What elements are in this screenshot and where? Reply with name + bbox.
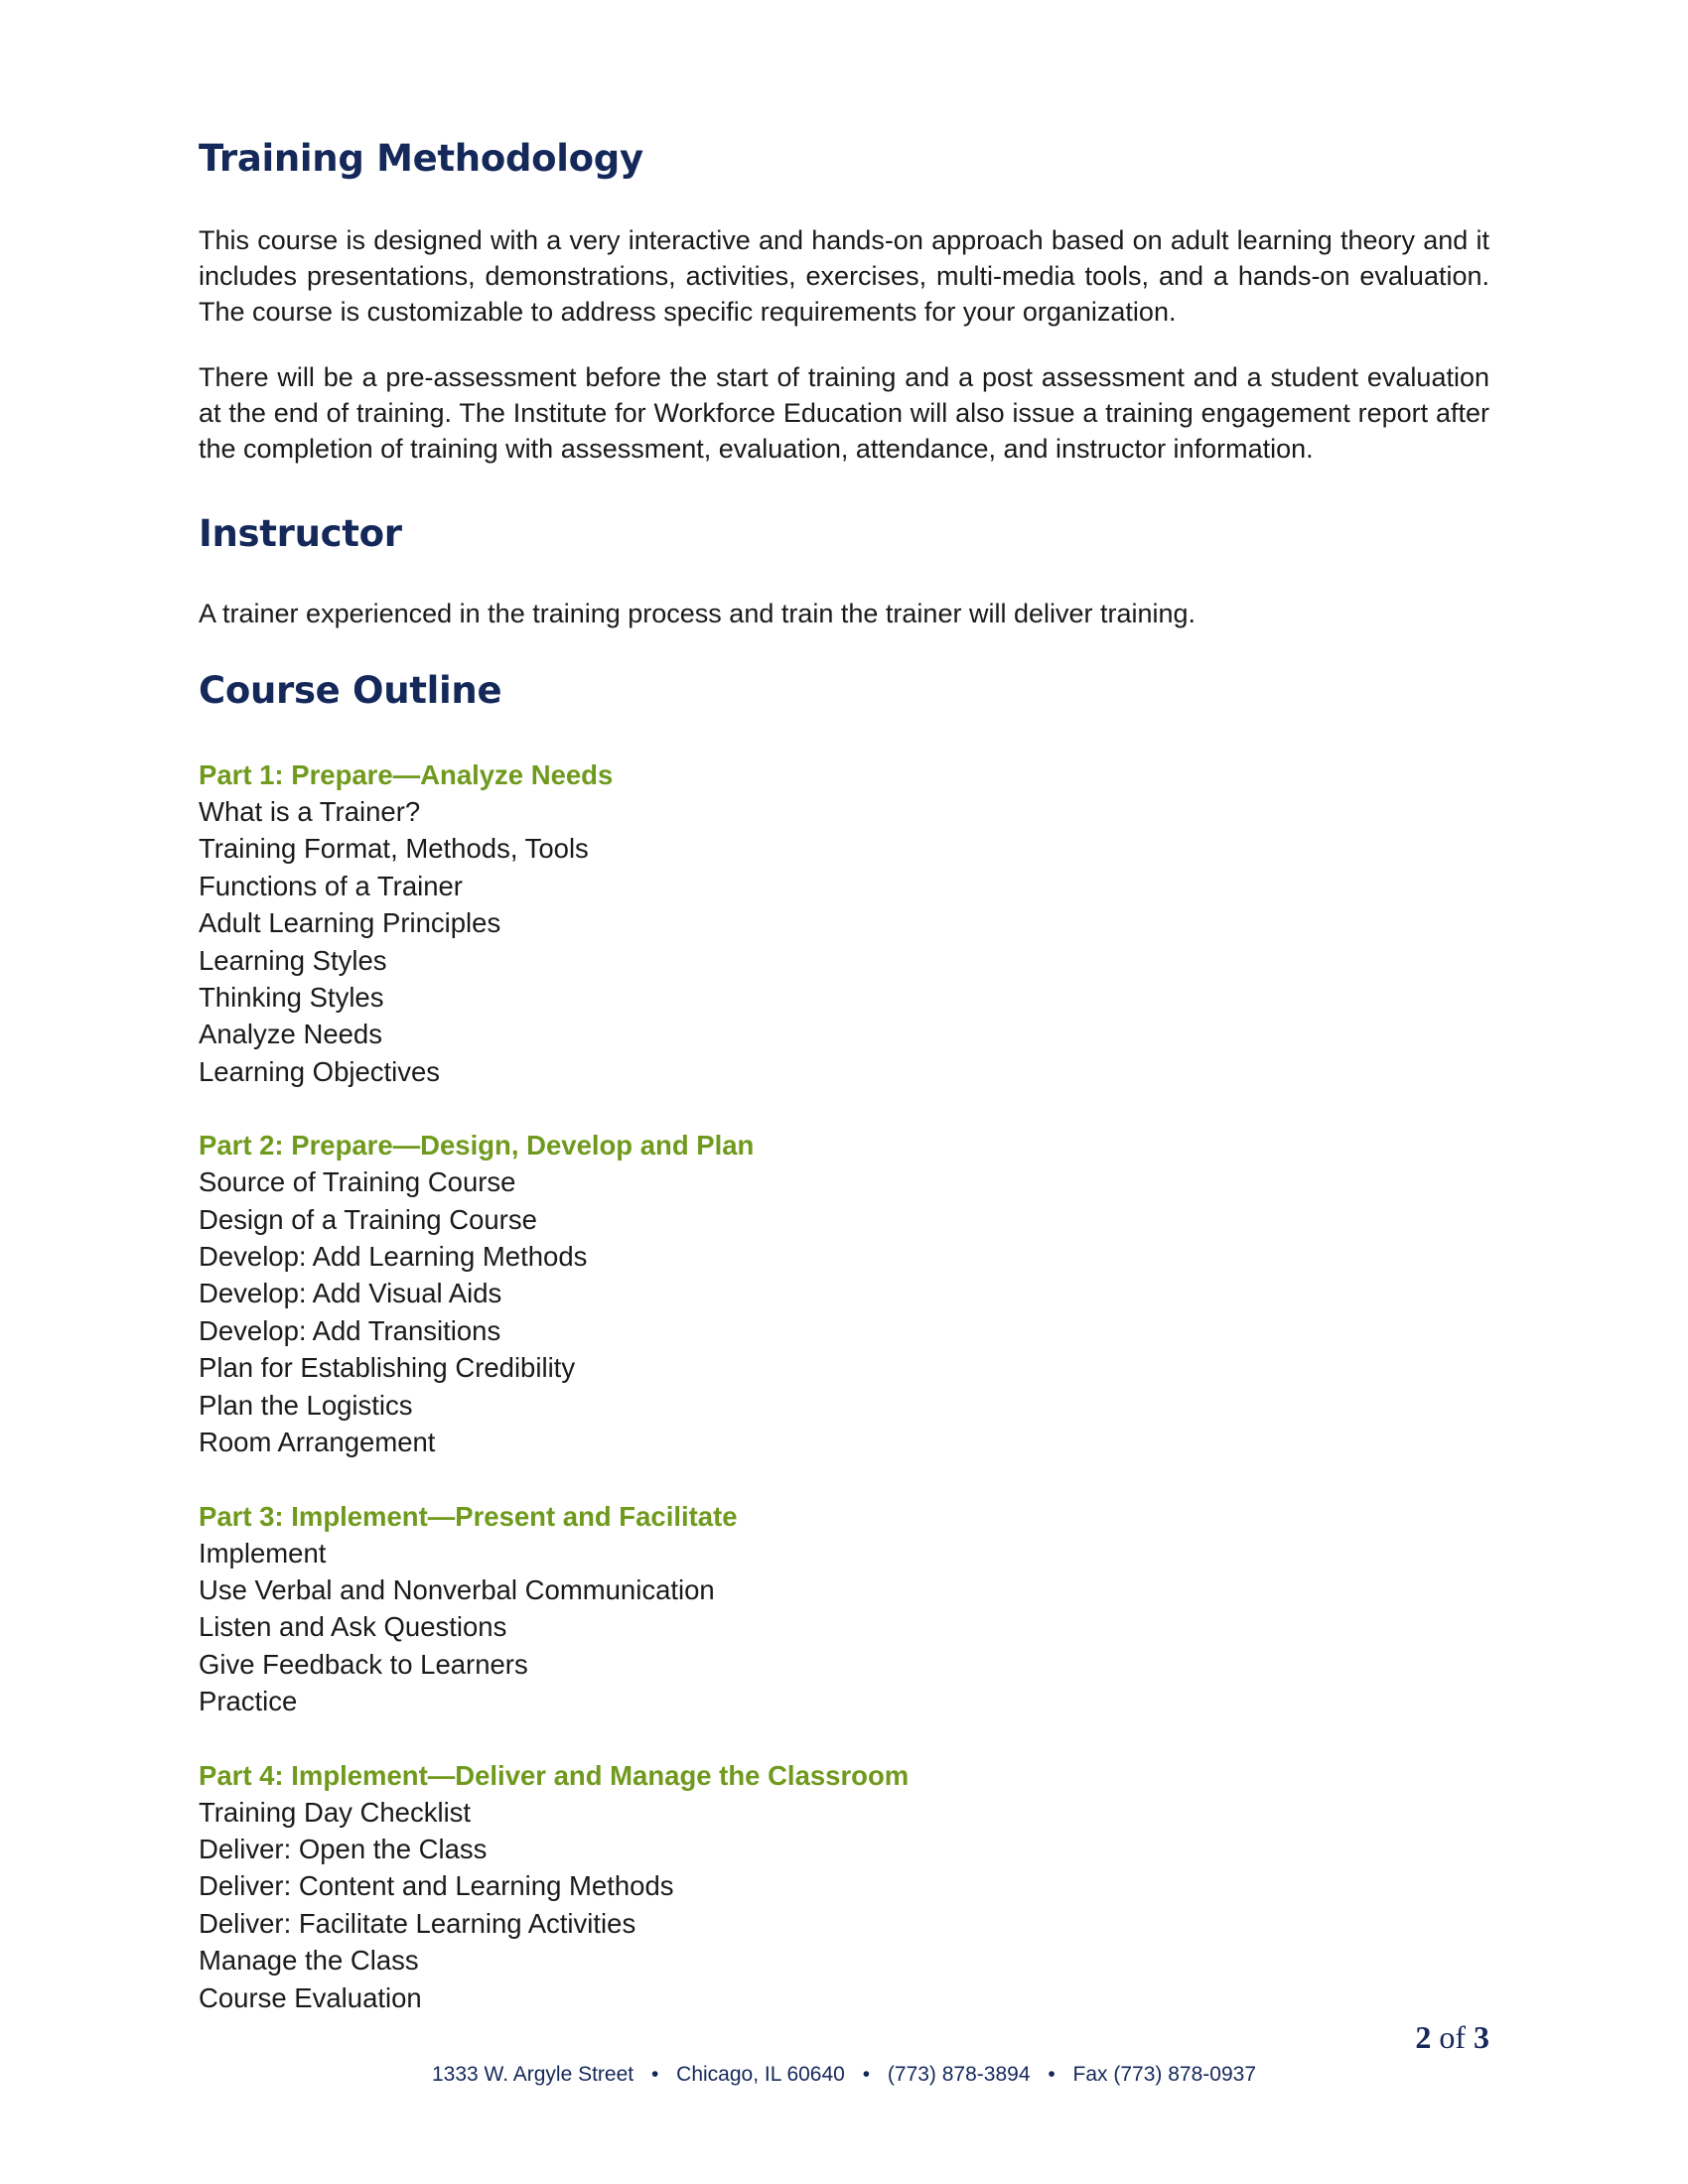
list-item: Listen and Ask Questions <box>199 1611 507 1643</box>
list-item: Thinking Styles <box>199 982 384 1014</box>
list-item: Learning Styles <box>199 944 387 976</box>
list-item: Manage the Class <box>199 1945 419 1977</box>
list-item: Deliver: Content and Learning Methods <box>199 1870 674 1902</box>
methodology-paragraph-2: There will be a pre-assessment before the start of training and a post assessment and a student evaluation at the end of training. The Institute for Workforce Education will also issue a training engagement report after the completion of training with assessment, evaluation, attendance, and instructor information. <box>199 362 1489 464</box>
list-item: Practice <box>199 1686 298 1717</box>
outline-part-1 <box>199 756 1489 1090</box>
part-items <box>199 1794 1489 2016</box>
page-of: of <box>1439 2019 1466 2055</box>
footer-separator: • <box>650 2063 659 2086</box>
list-item: Course Evaluation <box>199 1981 422 2013</box>
list-item: Develop: Add Visual Aids <box>199 1278 502 1309</box>
list-item: Room Arrangement <box>199 1427 436 1458</box>
list-item: Plan for Establishing Credibility <box>199 1352 576 1384</box>
methodology-paragraph-1: This course is designed with a very interactive and hands-on approach based on adult learning theory and it includes presentations, demonstrations, activities, exercises, multi-media tools, and a hands-on evaluation. The course is customizable to address specific requirements for your organization. <box>199 225 1489 327</box>
list-item: Analyze Needs <box>199 1019 382 1050</box>
footer-city: Chicago, IL 60640 <box>676 2063 845 2086</box>
part-items <box>199 1535 1489 1720</box>
page-total: 3 <box>1474 2019 1489 2055</box>
footer-separator: • <box>1048 2063 1055 2086</box>
part-items <box>199 793 1489 1090</box>
list-item: Source of Training Course <box>199 1166 516 1198</box>
part-title: Part 2: Prepare—Design, Develop and Plan <box>199 1130 755 1161</box>
part-title: Part 3: Implement—Present and Facilitate <box>199 1500 738 1532</box>
outline-part-2 <box>199 1127 1489 1460</box>
list-item: Deliver: Open the Class <box>199 1833 488 1864</box>
part-title: Part 4: Implement—Deliver and Manage the Classroom <box>199 1759 910 1791</box>
part-title: Part 1: Prepare—Analyze Needs <box>199 759 614 790</box>
list-item: Develop: Add Learning Methods <box>199 1241 588 1273</box>
list-item: Plan the Logistics <box>199 1389 413 1421</box>
list-item: Use Verbal and Nonverbal Communication <box>199 1573 715 1605</box>
outline-part-3 <box>199 1498 1489 1720</box>
list-item: Implement <box>199 1537 327 1569</box>
list-item: Give Feedback to Learners <box>199 1648 528 1680</box>
footer-separator: • <box>862 2063 871 2086</box>
list-item: Training Day Checklist <box>199 1796 472 1828</box>
list-item: Adult Learning Principles <box>199 907 501 939</box>
list-item: Develop: Add Transitions <box>199 1314 501 1346</box>
page-current: 2 <box>1415 2019 1432 2055</box>
course-outline <box>199 756 1489 2053</box>
page-number <box>1415 2019 1489 2056</box>
list-item: Functions of a Trainer <box>199 870 463 901</box>
list-item: Training Format, Methods, Tools <box>199 833 589 865</box>
part-items <box>199 1163 1489 1460</box>
outline-part-4 <box>199 1757 1489 2016</box>
instructor-paragraph: A trainer experienced in the training process and train the trainer will deliver training. <box>199 599 1196 628</box>
footer-fax: Fax (773) 878-0937 <box>1072 2063 1256 2086</box>
list-item: What is a Trainer? <box>199 796 421 827</box>
footer-contact <box>0 2063 1688 2087</box>
methodology-heading: Training Methodology <box>199 137 643 180</box>
footer-phone: (773) 878-3894 <box>887 2063 1031 2086</box>
footer-address: 1333 W. Argyle Street <box>432 2063 634 2086</box>
list-item: Design of a Training Course <box>199 1203 537 1235</box>
instructor-heading: Instructor <box>199 512 402 555</box>
list-item: Deliver: Facilitate Learning Activities <box>199 1907 636 1939</box>
list-item: Learning Objectives <box>199 1055 441 1087</box>
course-outline-heading: Course Outline <box>199 669 502 712</box>
